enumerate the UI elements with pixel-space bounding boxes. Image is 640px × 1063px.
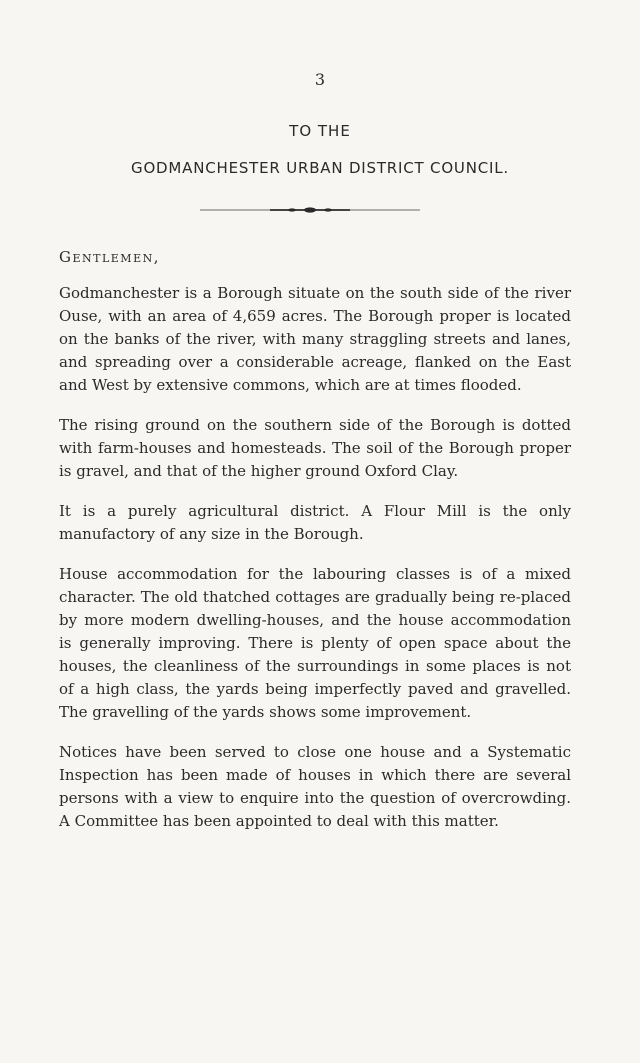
paragraph: Notices have been served to close one house and a Systematic Inspection has been made of houses in which there are several persons with a view to enquire into the question of overcrowding. A Committee has been appointed to deal with this matter.	[59, 743, 571, 830]
heading-addressee-line-1: TO THE	[289, 122, 351, 140]
salutation: Gentlemen,	[59, 248, 160, 266]
heading-addressee-line-2: GODMANCHESTER URBAN DISTRICT COUNCIL.	[131, 159, 509, 177]
paragraph: House accommodation for the labouring classes is of a mixed character. The old thatched cottages are gradually being re-placed by more modern dwelling-houses, and the house accommodation is generally improving. There is plenty of open space about the houses, the cleanliness of the surroundings in some places is not of a high class, the yards being imperfectly paved and gravelled. The gravelling of the yards shows some improvement.	[59, 565, 571, 721]
body-text	[59, 282, 571, 850]
divider-ornament	[200, 206, 420, 214]
page-number: 3	[314, 70, 326, 89]
paragraph: It is a purely agricultural district. A Flour Mill is the only manufactory of any size in the Borough.	[59, 502, 571, 543]
paragraph: Godmanchester is a Borough situate on the south side of the river Ouse, with an area of 4,659 acres. The Borough proper is located on the banks of the river, with many straggling streets and lanes, and spreading over a considerable acreage, flanked on the East and West by extensive commons, which are at times flooded.	[59, 284, 571, 394]
paragraph: The rising ground on the southern side of the Borough is dotted with farm-houses and homesteads. The soil of the Borough proper is gravel, and that of the higher ground Oxford Clay.	[59, 416, 571, 480]
